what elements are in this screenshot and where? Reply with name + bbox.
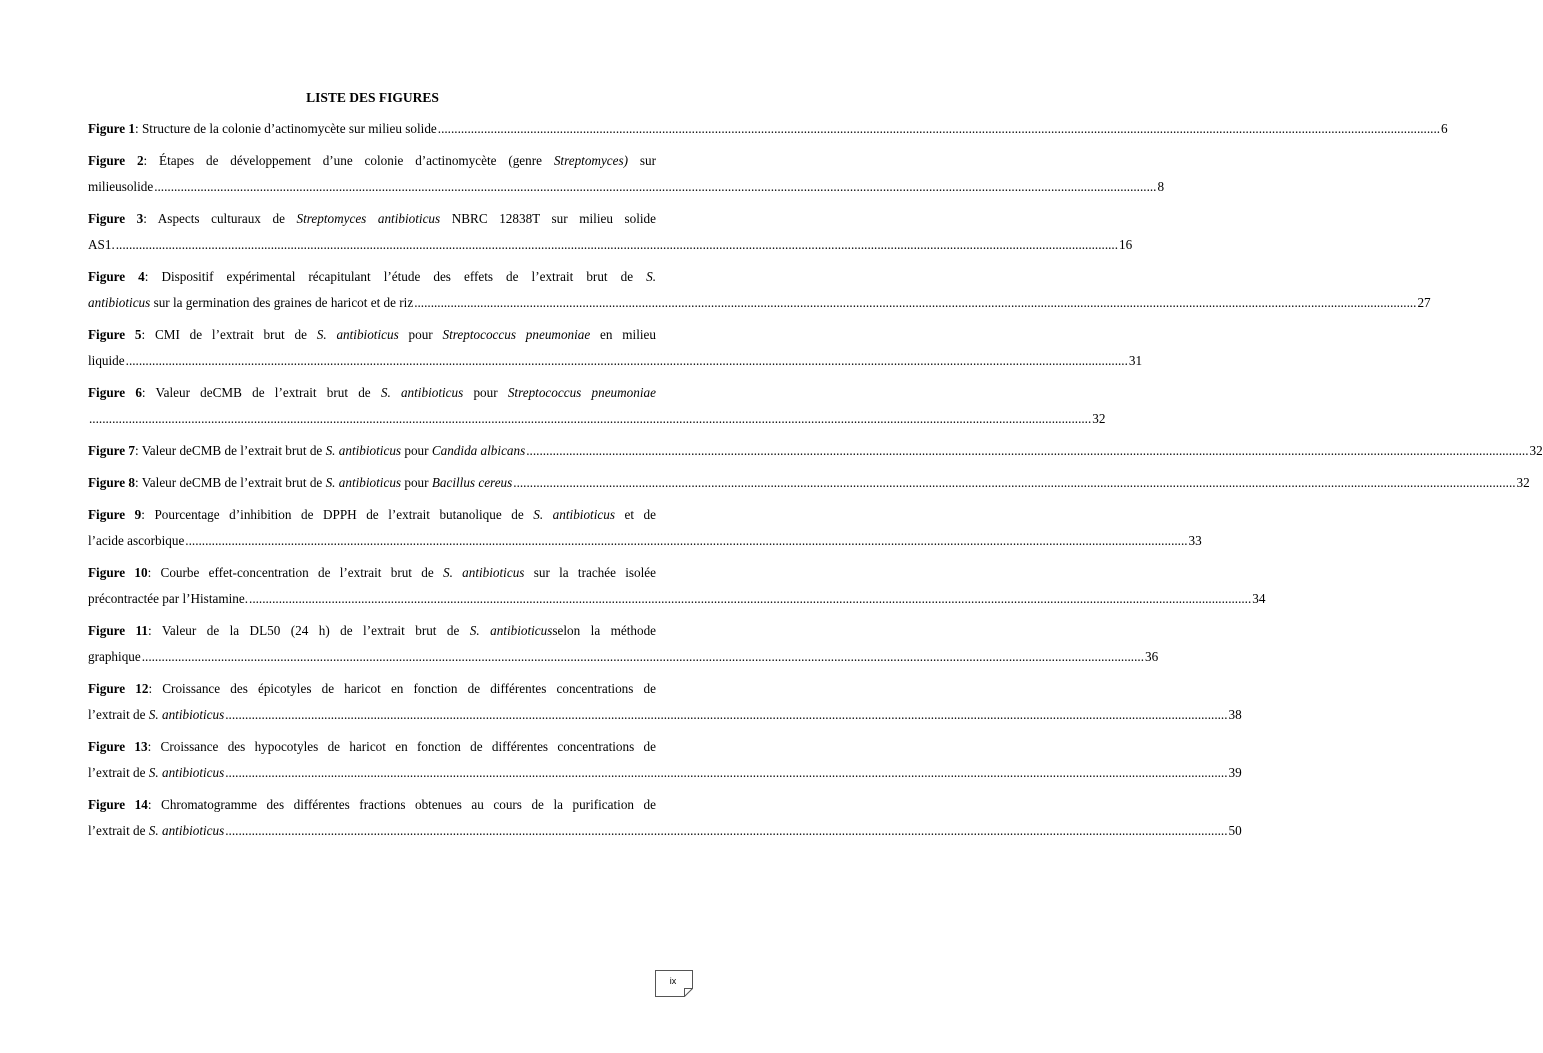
figure-entry-text (88, 565, 656, 580)
figure-entry-last-line (88, 818, 1242, 844)
figure-page-number: 27 (1417, 294, 1431, 310)
figure-label: Figure 14 (88, 797, 148, 813)
figure-page-number: 32 (1092, 410, 1106, 426)
figure-entry-last-line (88, 470, 1530, 496)
figure-label: Figure 13 (88, 739, 148, 755)
figure-caption-text: : Croissance des hypocotyles de haricot en fonction de différentes concentrations de (147, 739, 656, 755)
figure-entry-last-line (88, 174, 1165, 200)
figure-caption-text: : CMI de l’extrait brut de (141, 327, 317, 343)
figure-caption-text: : Valeur deCMB de l’extrait brut de (135, 443, 326, 459)
figure-entry[interactable] (88, 792, 1242, 844)
dot-leader (116, 232, 1118, 258)
dot-leader (513, 470, 1515, 496)
dot-leader (225, 818, 1227, 844)
figure-entry-line (88, 322, 656, 348)
figure-entry-text (88, 507, 656, 522)
figure-list (88, 116, 1543, 850)
figure-entry-last-line (88, 760, 1242, 786)
figure-page-number: 31 (1128, 352, 1143, 368)
figure-caption-text: en milieu (590, 327, 656, 343)
species-name: antibioticus (88, 294, 151, 310)
figure-entry-text (88, 797, 656, 812)
figure-entry-text (88, 681, 656, 696)
figure-entry-last-line (88, 702, 1242, 728)
figure-entry-last-line (88, 116, 1448, 142)
figure-page-number: 39 (1228, 765, 1242, 781)
figure-entry[interactable] (88, 148, 1165, 200)
figure-page-number: 32 (1516, 475, 1530, 491)
species-name: S. antibioticus (442, 565, 525, 581)
species-name: S. antibioticus (469, 623, 553, 639)
figure-entry[interactable] (88, 734, 1242, 786)
figure-caption-text: : Croissance des épicotyles de haricot en fonction de différentes concentrations de (148, 681, 656, 697)
page-number: ix (669, 976, 677, 986)
dot-leader (89, 406, 1091, 432)
dot-leader (414, 290, 1416, 316)
figure-caption-text: : Structure de la colonie d’actinomycète sur milieu solide (135, 121, 437, 136)
figure-caption-text: pour (398, 327, 443, 343)
figure-caption-text: l’extrait de (88, 823, 149, 839)
figure-caption-text: l’extrait de (88, 707, 149, 723)
figure-entry-text (88, 702, 224, 728)
figure-entry-text (88, 174, 153, 200)
dot-leader (225, 760, 1227, 786)
figure-entry-last-line (88, 528, 1202, 554)
figure-label: Figure 9 (88, 507, 142, 523)
species-name: Streptococcus pneumoniae (442, 327, 591, 343)
figure-entry-text (88, 528, 184, 554)
figure-caption-text: milieusolide (88, 178, 154, 194)
figure-entry-text (88, 327, 656, 342)
figure-entry[interactable] (88, 264, 1431, 316)
species-name: S. antibioticus (380, 385, 464, 401)
figure-entry-last-line (88, 438, 1543, 464)
figure-caption-text: : Dispositif expérimental récapitulant l’étude des effets de l’extrait brut de (144, 269, 647, 285)
figure-entry[interactable] (88, 502, 1202, 554)
figure-label: Figure 2 (88, 153, 144, 169)
figure-caption-text: : Courbe effet-concentration de l’extrait brut de (147, 565, 443, 581)
dot-leader (154, 174, 1156, 200)
figure-page-number: 38 (1228, 707, 1242, 723)
page-number-box (655, 970, 693, 996)
figure-entry[interactable] (88, 560, 1266, 612)
figure-label: Figure 3 (88, 211, 144, 227)
figure-entry-text (88, 269, 656, 284)
figure-caption-text: pour (401, 443, 432, 459)
figure-entry-line (88, 148, 656, 174)
figure-entry[interactable] (88, 380, 1106, 432)
figure-entry-text (88, 385, 656, 400)
figure-entry-last-line (88, 290, 1431, 316)
figure-caption-text: : Étapes de développement d’une colonie d’actinomycète (genre (143, 153, 554, 169)
figure-entry-line (88, 206, 656, 232)
figure-label: Figure 6 (88, 385, 142, 401)
figure-entry-last-line (88, 406, 1106, 432)
figure-entry-line (88, 502, 656, 528)
species-name: S. antibioticus (148, 823, 225, 839)
figure-entry-text (88, 153, 656, 168)
figure-entry-line (88, 676, 656, 702)
figure-label: Figure 12 (88, 681, 149, 697)
figure-caption-text: : Valeur deCMB de l’extrait brut de (141, 385, 381, 401)
figure-page-number: 32 (1529, 443, 1543, 459)
figure-caption-text: sur (628, 153, 656, 169)
dot-leader (526, 438, 1528, 464)
figure-entry[interactable] (88, 676, 1242, 728)
figure-entry-last-line (88, 348, 1143, 374)
figure-caption-text: : Valeur de la DL50 (24 h) de l’extrait brut de (148, 623, 470, 639)
dot-leader (126, 348, 1128, 374)
figure-entry-text (88, 760, 224, 786)
species-name: Streptomyces) (553, 153, 629, 169)
species-name: Streptomyces antibioticus (296, 211, 441, 227)
species-name: S. antibioticus (533, 507, 615, 523)
figure-entry-line (88, 380, 656, 406)
figure-caption-text: pour (401, 475, 432, 491)
species-name: S. antibioticus (325, 475, 402, 491)
figure-page-number: 50 (1228, 823, 1242, 839)
species-name: S. antibioticus (316, 327, 399, 343)
figure-entry-last-line (88, 232, 1133, 258)
figure-caption-text: : Valeur deCMB de l’extrait brut de (135, 475, 326, 491)
figure-caption-text: : Chromatogramme des différentes fractions obtenues au cours de la purification de (147, 797, 656, 813)
figure-entry[interactable] (88, 470, 1530, 496)
figure-page-number: 6 (1441, 121, 1448, 136)
figure-page-number: 34 (1252, 591, 1266, 607)
figure-entry-text (88, 586, 248, 612)
species-name: Bacillus cereus (431, 475, 513, 491)
figure-entry-text (88, 818, 224, 844)
figure-page-number: 16 (1119, 236, 1133, 252)
figure-entry[interactable] (88, 322, 1143, 374)
species-name: S. antibioticus (325, 443, 402, 459)
figure-entry-text (88, 739, 656, 754)
figure-entry-last-line (88, 586, 1266, 612)
figure-caption-text: sur la germination des graines de haricot et de riz (150, 294, 414, 310)
dot-leader (142, 644, 1144, 670)
figure-page-number: 33 (1188, 533, 1202, 549)
species-name: S. (646, 269, 656, 285)
figure-caption-text: AS1. (88, 236, 115, 252)
figure-label: Figure 11 (88, 623, 149, 639)
figure-entry-last-line (88, 644, 1159, 670)
figure-entry-text (88, 470, 512, 496)
figure-entry-line (88, 792, 656, 818)
figure-caption-text: NBRC 12838T sur milieu solide (440, 211, 657, 227)
figure-entry[interactable] (88, 116, 1448, 142)
dot-leader (438, 116, 1440, 142)
figure-entry-text (88, 644, 141, 670)
figure-label: Figure 10 (88, 565, 148, 581)
figure-caption-text: sur la trachée isolée (524, 565, 657, 581)
figure-caption-text: graphique (88, 649, 141, 665)
figure-caption-text: l’acide ascorbique (88, 533, 185, 549)
figure-entry[interactable] (88, 618, 1159, 670)
figure-label: Figure 4 (88, 269, 145, 285)
figure-entry-line (88, 560, 656, 586)
figure-entry-text (88, 438, 525, 464)
species-name: Streptococcus pneumoniae (507, 385, 656, 401)
dot-leader (185, 528, 1187, 554)
figure-entry-line (88, 264, 656, 290)
figure-caption-text: l’extrait de (88, 765, 149, 781)
figure-entry-line (88, 618, 656, 644)
figure-label: Figure 8 (88, 475, 136, 491)
species-name: S. antibioticus (148, 765, 225, 781)
figure-caption-text: précontractée par l’Histamine. (88, 591, 249, 607)
dot-leader (225, 702, 1227, 728)
figure-caption-text: pour (463, 385, 508, 401)
figure-label: Figure 7 (88, 443, 136, 459)
figure-caption-text: : Aspects culturaux de (143, 211, 297, 227)
figure-entry-text (88, 232, 115, 258)
figure-entry[interactable] (88, 206, 1133, 258)
figure-label: Figure 1 (88, 121, 136, 136)
dot-leader (249, 586, 1251, 612)
figure-page-number: 8 (1157, 178, 1165, 194)
figure-caption-text: liquide (88, 352, 125, 368)
figure-label: Figure 5 (88, 327, 142, 343)
figure-entry-text (88, 116, 437, 142)
figure-entry-line (88, 734, 656, 760)
figure-caption-text: selon la méthode (552, 623, 657, 639)
figure-entry-text (88, 348, 125, 374)
figure-entry-text (88, 623, 656, 638)
figure-entry[interactable] (88, 438, 1543, 464)
figure-page-number: 36 (1144, 649, 1159, 665)
page-title: LISTE DES FIGURES (306, 90, 439, 105)
species-name: S. antibioticus (148, 707, 225, 723)
figure-entry-text (88, 290, 413, 316)
figure-entry-text (88, 211, 656, 226)
figure-caption-text: et de (614, 507, 656, 523)
species-name: Candida albicans (431, 443, 526, 459)
figure-caption-text: : Pourcentage d’inhibition de DPPH de l’extrait butanolique de (141, 507, 534, 523)
